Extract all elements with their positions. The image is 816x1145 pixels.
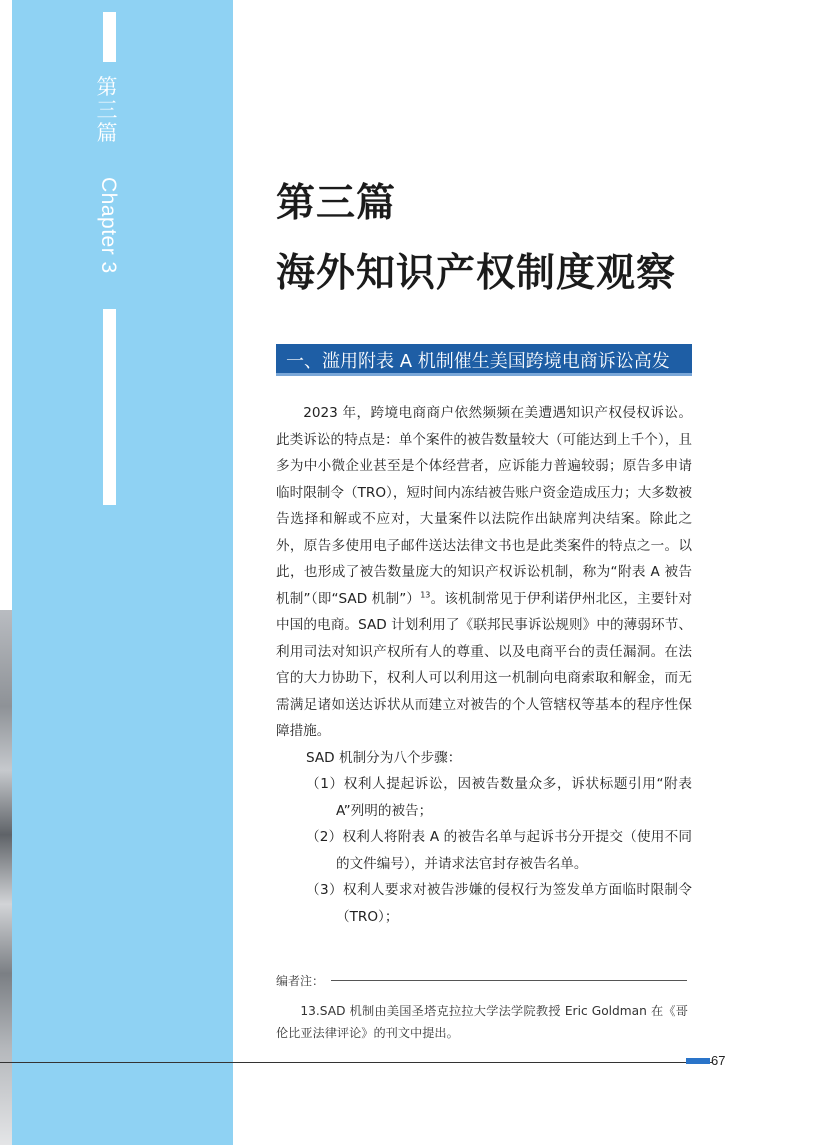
page-number: 67 — [711, 1053, 726, 1068]
step-item: （1）权利人提起诉讼，因被告数量众多，诉状标题引用“附表 A”列明的被告； — [306, 776, 692, 819]
page-title-main: 海外知识产权制度观察 — [276, 251, 677, 296]
footnote-ref[interactable]: 13 — [420, 589, 431, 599]
section-heading-text: 一、滥用附表 A 机制催生美国跨境电商诉讼高发 — [286, 351, 670, 372]
body-text — [276, 400, 692, 930]
body-paragraph-part: 。该机制常见于伊利诺伊州北区，主要针对中国的电商。SAD 计划利用了《联邦民事诉讼规则》中的薄弱环节、利用司法对知识产权所有人的尊重、以及电商平台的责任漏洞。在法官的大力协助下，权利人可以利用这一机制向电商索取和解金，而无需满足诸如送达诉状从而建立对被告的个人管辖权等基本的程序性保障措施。 — [276, 590, 692, 739]
vertical-chapter-en: Chapter 3 — [97, 177, 120, 274]
footnote-label: 编者注： — [276, 974, 325, 988]
footer-rule — [0, 1062, 713, 1063]
footnote-divider — [331, 980, 687, 981]
chapter-sidebar — [12, 0, 233, 1145]
step-item: （3）权利人要求对被告涉嫌的侵权行为签发单方面临时限制令（TRO）； — [306, 882, 692, 925]
left-edge-photo — [0, 610, 12, 1145]
section-heading — [276, 344, 692, 376]
body-paragraph-part: 2023 年，跨境电商商户依然频频在美遭遇知识产权侵权诉讼。此类诉讼的特点是：单个案件的被告数量较大（可能达到上千个），且多为中小微企业甚至是个体经营者，应诉能力普遍较弱；原告多申请临时限制令（TRO），短时间内冻结被告账户资金造成压力；大多数被告选择和解或不应对，大量案件以法院作出缺席判决结案。除此之外，原告多使用电子邮件送达法律文书也是此类案件的特点之一。以此，也形成了被告数量庞大的知识产权诉讼机制，称为“附表 A 被告机制”（即“SAD 机制”） — [276, 405, 692, 607]
page-number-marker — [686, 1058, 710, 1064]
vertical-chapter-cn: 第三篇 — [96, 75, 118, 145]
body-paragraph — [276, 400, 692, 745]
steps-intro: SAD 机制分为八个步骤： — [306, 749, 462, 766]
vertical-chapter-label — [96, 76, 122, 274]
page-title-part: 第三篇 — [276, 181, 397, 226]
footnote-text: 13.SAD 机制由美国圣塔克拉拉大学法学院教授 Eric Goldman 在《哥伦比亚法律评论》的刊文中提出。 — [276, 1004, 688, 1040]
sidebar-bar-bottom — [103, 309, 116, 505]
sidebar-bar-top — [103, 12, 116, 62]
step-item: （2）权利人将附表 A 的被告名单与起诉书分开提交（使用不同的文件编号），并请求法官封存被告名单。 — [306, 829, 692, 872]
